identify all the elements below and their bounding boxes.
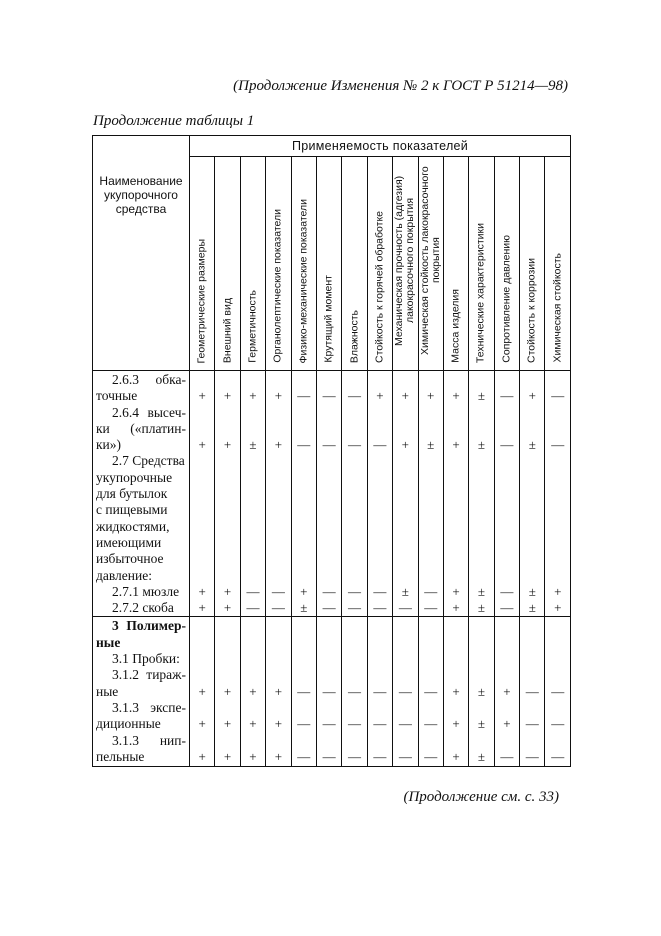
applicability-mark: ± bbox=[528, 600, 536, 616]
applicability-mark: — bbox=[322, 388, 336, 404]
value-column-cell bbox=[520, 617, 545, 767]
column-header-label: Химическая стойкость bbox=[551, 253, 564, 363]
applicability-mark: ± bbox=[249, 437, 257, 453]
value-column-cell bbox=[545, 617, 571, 767]
applicability-mark: ± bbox=[528, 437, 536, 453]
applicability-mark: — bbox=[297, 748, 311, 764]
value-column-cell bbox=[418, 617, 443, 767]
applicability-mark: + bbox=[223, 748, 232, 764]
value-column-cell bbox=[266, 617, 291, 767]
value-column-cell bbox=[545, 371, 571, 617]
column-header-label: Сопротивление давлению bbox=[500, 235, 513, 363]
item-name-line: имеющими bbox=[96, 534, 162, 550]
applicability-mark: + bbox=[452, 600, 460, 616]
applicability-mark: + bbox=[427, 388, 435, 404]
item-name-line: ные bbox=[96, 634, 121, 650]
applicability-mark: + bbox=[274, 748, 283, 764]
column-header-label: Стойкость к коррозии bbox=[525, 258, 538, 363]
value-column-cell bbox=[393, 371, 418, 617]
applicability-mark: — bbox=[297, 716, 311, 732]
column-header bbox=[240, 157, 265, 371]
applicability-mark: + bbox=[198, 683, 206, 699]
applicability-mark: — bbox=[348, 583, 362, 599]
value-column-cell bbox=[266, 371, 291, 617]
column-header bbox=[443, 157, 468, 371]
value-column-cell bbox=[342, 617, 367, 767]
applicability-mark: + bbox=[249, 683, 257, 699]
applicability-mark: — bbox=[348, 716, 362, 732]
value-column-cell bbox=[240, 371, 265, 617]
applicability-mark: — bbox=[500, 388, 514, 404]
section-3-row bbox=[93, 617, 571, 767]
column-header-label: Химическая стойкость лакокрасочного покрытия bbox=[418, 166, 442, 355]
applicability-mark: — bbox=[246, 600, 260, 616]
applicability-mark: — bbox=[398, 600, 412, 616]
applicability-mark: — bbox=[322, 600, 336, 616]
item-name-line: ки») bbox=[96, 437, 122, 453]
name-column-header: Наименование укупорочного средства bbox=[93, 136, 190, 371]
applicability-mark: — bbox=[424, 716, 438, 732]
item-name-line: с пищевыми bbox=[96, 502, 168, 518]
applicability-mark: — bbox=[322, 583, 336, 599]
item-name-line: 2.7.2 скоба bbox=[112, 600, 174, 616]
column-header-label: Влажность bbox=[348, 309, 361, 363]
applicability-mark: + bbox=[223, 437, 232, 453]
item-name-line: 3 Полимер- bbox=[112, 618, 186, 634]
column-header-label: Масса изделия bbox=[449, 289, 462, 363]
applicability-mark: — bbox=[297, 683, 311, 699]
applicability-mark: — bbox=[373, 600, 387, 616]
section-3-names bbox=[93, 617, 190, 767]
value-column-cell bbox=[443, 617, 468, 767]
value-column-cell bbox=[215, 617, 240, 767]
applicability-mark: + bbox=[452, 748, 460, 764]
applicability-mark: — bbox=[348, 437, 362, 453]
group-column-header: Применяемость показателей bbox=[190, 136, 571, 157]
applicability-mark: — bbox=[525, 748, 539, 764]
column-header-label: Внешний вид bbox=[221, 297, 234, 363]
table-caption: Продолжение таблицы 1 bbox=[93, 113, 255, 129]
applicability-mark: + bbox=[249, 716, 257, 732]
applicability-mark: + bbox=[452, 388, 460, 404]
applicability-mark: ± bbox=[477, 748, 486, 764]
applicability-mark: + bbox=[274, 388, 283, 404]
column-header bbox=[469, 157, 494, 371]
running-header: (Продолжение Изменения № 2 к ГОСТ Р 51214—98) bbox=[233, 78, 568, 94]
item-name-line: 2.7.1 мюзле bbox=[112, 583, 180, 599]
applicability-mark: — bbox=[297, 437, 311, 453]
applicability-mark: ± bbox=[427, 437, 435, 453]
applicability-mark: — bbox=[500, 583, 514, 599]
applicability-mark: ± bbox=[477, 600, 486, 616]
column-header bbox=[342, 157, 367, 371]
applicability-mark: + bbox=[223, 600, 232, 616]
applicability-mark: — bbox=[424, 748, 438, 764]
applicability-mark: + bbox=[223, 716, 232, 732]
item-name-line: 2.7 Средства bbox=[112, 453, 185, 469]
applicability-mark: + bbox=[554, 583, 562, 599]
item-name-line: 3.1.2 тираж- bbox=[112, 667, 186, 683]
column-header-label: Физико-механические показатели bbox=[297, 198, 310, 363]
value-column-cell bbox=[367, 617, 392, 767]
applicability-mark: + bbox=[452, 716, 460, 732]
item-name-line: 2.6.4 высеч- bbox=[112, 404, 186, 420]
applicability-mark: + bbox=[503, 716, 511, 732]
applicability-mark: — bbox=[322, 683, 336, 699]
applicability-mark: + bbox=[452, 683, 460, 699]
applicability-mark: + bbox=[198, 748, 206, 764]
applicability-mark: ± bbox=[477, 583, 486, 599]
value-column-cell bbox=[291, 371, 316, 617]
item-name-line: ки («платин- bbox=[96, 420, 186, 436]
applicability-mark: ± bbox=[401, 583, 409, 599]
applicability-mark: — bbox=[322, 748, 336, 764]
applicability-mark: + bbox=[223, 388, 232, 404]
applicability-mark: — bbox=[271, 583, 285, 599]
applicability-mark: — bbox=[373, 748, 387, 764]
applicability-mark: — bbox=[551, 748, 565, 764]
applicability-mark: — bbox=[398, 748, 412, 764]
applicability-mark: — bbox=[348, 600, 362, 616]
applicability-mark: — bbox=[297, 388, 311, 404]
column-header-label: Герметичность bbox=[246, 290, 259, 363]
applicability-mark: + bbox=[554, 600, 562, 616]
applicability-mark: — bbox=[500, 600, 514, 616]
section-2-names bbox=[93, 371, 190, 617]
applicability-mark: + bbox=[452, 583, 460, 599]
applicability-mark: — bbox=[373, 437, 387, 453]
item-name-line: укупорочные bbox=[96, 469, 173, 485]
column-header-label: Механическая прочность (адгезия) лакокрасочного покрытия bbox=[393, 175, 417, 346]
column-header bbox=[545, 157, 571, 371]
applicability-mark: — bbox=[424, 600, 438, 616]
value-column-cell bbox=[443, 371, 468, 617]
applicability-mark: — bbox=[551, 437, 565, 453]
value-column-cell bbox=[342, 371, 367, 617]
applicability-mark: ± bbox=[477, 716, 486, 732]
applicability-mark: — bbox=[551, 683, 565, 699]
column-header bbox=[367, 157, 392, 371]
applicability-mark: — bbox=[500, 437, 514, 453]
column-header bbox=[494, 157, 519, 371]
item-name-line: для бутылок bbox=[96, 486, 168, 502]
applicability-mark: + bbox=[198, 437, 206, 453]
item-name-line: давление: bbox=[96, 567, 152, 583]
applicability-mark: — bbox=[398, 716, 412, 732]
applicability-mark: — bbox=[500, 748, 514, 764]
applicability-mark: — bbox=[551, 716, 565, 732]
item-name-line: жидкостями, bbox=[96, 518, 170, 534]
column-header bbox=[316, 157, 341, 371]
applicability-mark: + bbox=[198, 600, 206, 616]
applicability-mark: + bbox=[198, 583, 206, 599]
applicability-mark: — bbox=[373, 583, 387, 599]
column-header-label: Геометрические размеры bbox=[195, 238, 208, 363]
applicability-mark: + bbox=[300, 583, 308, 599]
applicability-mark: — bbox=[525, 683, 539, 699]
applicability-mark: — bbox=[348, 748, 362, 764]
applicability-mark: — bbox=[525, 716, 539, 732]
applicability-mark: ± bbox=[477, 388, 486, 404]
column-header bbox=[215, 157, 240, 371]
section-2-row bbox=[93, 371, 571, 617]
applicability-mark: + bbox=[528, 388, 536, 404]
applicability-mark: ± bbox=[477, 683, 486, 699]
item-name-line: 3.1.3 нип- bbox=[112, 732, 186, 748]
applicability-mark: ± bbox=[300, 600, 308, 616]
applicability-mark: + bbox=[223, 583, 232, 599]
value-column-cell bbox=[316, 617, 341, 767]
item-name-line: избыточное bbox=[96, 551, 164, 567]
column-header-label: Технические характеристики bbox=[474, 222, 487, 363]
applicability-mark: + bbox=[401, 437, 409, 453]
applicability-mark: — bbox=[271, 600, 285, 616]
applicability-mark: — bbox=[348, 683, 362, 699]
applicability-mark: — bbox=[373, 716, 387, 732]
item-name-line: точные bbox=[96, 388, 138, 404]
item-name-line: ные bbox=[96, 683, 119, 699]
applicability-mark: + bbox=[274, 716, 283, 732]
applicability-table bbox=[92, 135, 570, 780]
applicability-mark: — bbox=[424, 683, 438, 699]
applicability-mark: + bbox=[401, 388, 409, 404]
value-column-cell bbox=[469, 617, 494, 767]
applicability-mark: + bbox=[274, 437, 283, 453]
applicability-mark: — bbox=[424, 583, 438, 599]
value-column-cell bbox=[494, 371, 519, 617]
column-header bbox=[190, 157, 215, 371]
value-column-cell bbox=[418, 371, 443, 617]
applicability-mark: + bbox=[198, 388, 206, 404]
column-header-label: Органолептические показатели bbox=[271, 209, 284, 363]
column-header bbox=[393, 157, 418, 371]
applicability-mark: ± bbox=[528, 583, 536, 599]
column-header bbox=[266, 157, 291, 371]
applicability-mark: + bbox=[249, 388, 257, 404]
value-column-cell bbox=[240, 617, 265, 767]
column-header-label: Крутящий момент bbox=[322, 275, 335, 363]
column-header bbox=[520, 157, 545, 371]
applicability-mark: — bbox=[551, 388, 565, 404]
item-name-line: 3.1.3 экспе- bbox=[112, 699, 186, 715]
value-column-cell bbox=[367, 371, 392, 617]
value-column-cell bbox=[190, 371, 215, 617]
applicability-mark: — bbox=[373, 683, 387, 699]
column-header bbox=[291, 157, 316, 371]
item-name-line: диционные bbox=[96, 716, 161, 732]
value-column-cell bbox=[316, 371, 341, 617]
applicability-mark: — bbox=[348, 388, 362, 404]
value-column-cell bbox=[494, 617, 519, 767]
applicability-mark: + bbox=[376, 388, 384, 404]
applicability-mark: + bbox=[452, 437, 460, 453]
value-column-cell bbox=[291, 617, 316, 767]
applicability-mark: — bbox=[322, 716, 336, 732]
item-name-line: 3.1 Пробки: bbox=[112, 651, 180, 667]
value-column-cell bbox=[393, 617, 418, 767]
applicability-mark: — bbox=[398, 683, 412, 699]
value-column-cell bbox=[469, 371, 494, 617]
column-header bbox=[418, 157, 443, 371]
applicability-mark: — bbox=[322, 437, 336, 453]
applicability-mark: + bbox=[249, 748, 257, 764]
applicability-mark: + bbox=[223, 683, 232, 699]
applicability-mark: + bbox=[274, 683, 283, 699]
applicability-mark: + bbox=[503, 683, 511, 699]
value-column-cell bbox=[520, 371, 545, 617]
item-name-line: пельные bbox=[96, 748, 145, 764]
applicability-mark: + bbox=[198, 716, 206, 732]
value-column-cell bbox=[190, 617, 215, 767]
value-column-cell bbox=[215, 371, 240, 617]
applicability-mark: ± bbox=[477, 437, 486, 453]
item-name-line: 2.6.3 обка- bbox=[112, 372, 186, 387]
applicability-mark: — bbox=[246, 583, 260, 599]
column-header-label: Стойкость к горячей обработке bbox=[373, 211, 386, 363]
continuation-note: (Продолжение см. с. 33) bbox=[403, 789, 559, 805]
